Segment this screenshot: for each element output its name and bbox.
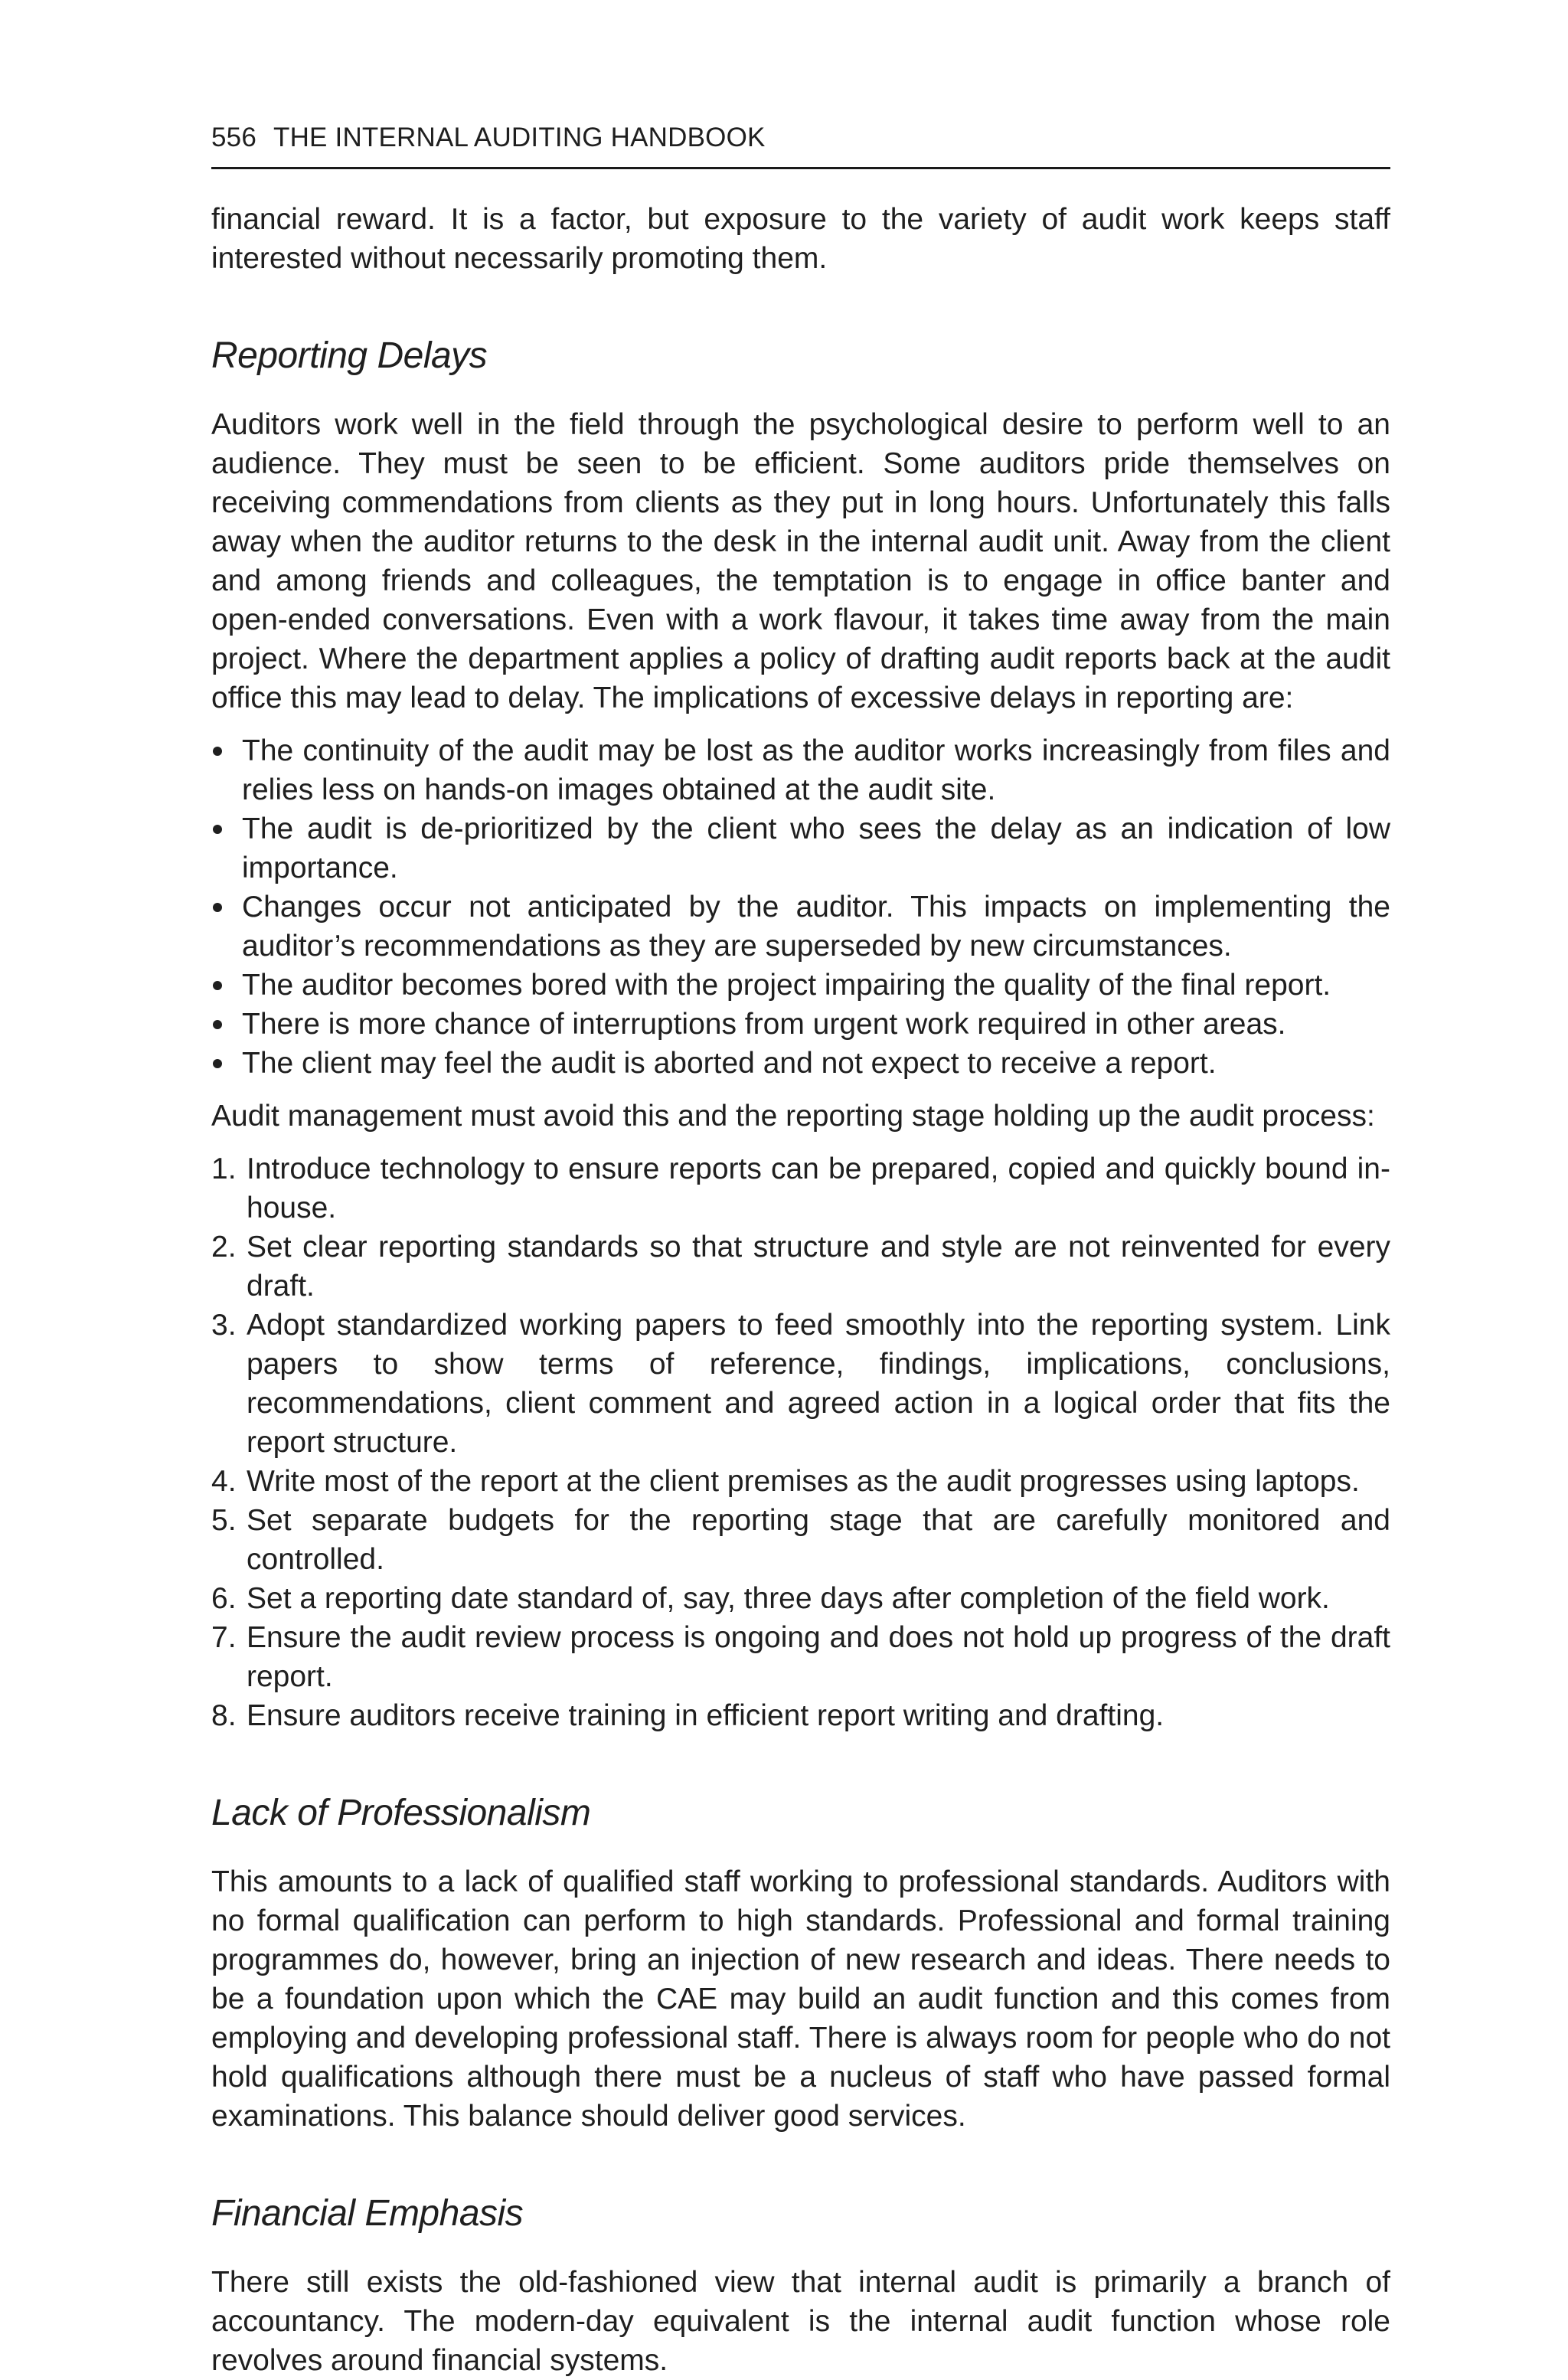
item-number: 7. bbox=[211, 1621, 237, 1654]
item-text: Set a reporting date standard of, say, three days after completion of the field work. bbox=[247, 1582, 1330, 1615]
bullet-text: The auditor becomes bored with the project impairing the quality of the final report. bbox=[242, 969, 1331, 1002]
numbered-item bbox=[211, 1501, 1390, 1579]
reporting-delays-paragraph: Auditors work well in the field through the psychological desire to perform well to an audience. They must be seen to be efficient. Some auditors pride themselves on receiving commendations from clients as they put in long hours. Unfortunately this falls away when the auditor returns to the desk in the internal audit unit. Away from the client and among friends and colleagues, the temptation is to engage in office banter and open-ended conversations. Even with a work flavour, it takes time away from the main project. Where the department applies a policy of drafting audit reports back at the audit office this may lead to delay. The implications of excessive delays in reporting are: bbox=[211, 408, 1390, 714]
bullet-item bbox=[211, 809, 1390, 888]
item-text: Set clear reporting standards so that structure and style are not reinvented for every draft. bbox=[247, 1231, 1390, 1303]
bullet-dot-icon bbox=[213, 903, 222, 912]
intro-paragraph: financial reward. It is a factor, but exposure to the variety of audit work keeps staff interested without necessarily promoting them. bbox=[211, 203, 1390, 275]
heading-reporting-delays: Reporting Delays bbox=[211, 335, 488, 376]
item-text: Adopt standardized working papers to feed smoothly into the reporting system. Link papers to show terms of reference, findings, implications, conclusions, recommendations, client comment and agreed action in a logical order that fits the report structure. bbox=[247, 1309, 1390, 1459]
item-text: Ensure the audit review process is ongoing and does not hold up progress of the draft report. bbox=[247, 1621, 1390, 1693]
document-page bbox=[211, 115, 1390, 2380]
item-number: 6. bbox=[211, 1582, 237, 1615]
management-intro-paragraph: Audit management must avoid this and the reporting stage holding up the audit process: bbox=[211, 1100, 1375, 1133]
numbered-item bbox=[211, 1462, 1390, 1501]
professionalism-paragraph: This amounts to a lack of qualified staff working to professional standards. Auditors with no formal qualification can perform to high standards. Professional and formal training programmes do, however, bring an injection of new research and ideas. There needs to be a foundation upon which the CAE may build an audit function and this comes from employing and developing professional staff. There is always room for people who do not hold qualifications although there must be a nucleus of staff who have passed formal examinations. This balance should deliver good services. bbox=[211, 1865, 1390, 2133]
bullet-dot-icon bbox=[213, 747, 222, 756]
bullet-text: The audit is de-prioritized by the client who sees the delay as an indication of low importance. bbox=[242, 812, 1390, 884]
item-number: 5. bbox=[211, 1504, 237, 1537]
numbered-item bbox=[211, 1618, 1390, 1696]
bullet-item bbox=[211, 966, 1390, 1005]
bullet-item bbox=[211, 1005, 1390, 1044]
numbered-item bbox=[211, 1306, 1390, 1462]
bullet-text: Changes occur not anticipated by the auditor. This impacts on implementing the auditor’s recommendations as they are superseded by new circumstances. bbox=[242, 891, 1390, 963]
item-text: Introduce technology to ensure reports can be prepared, copied and quickly bound in-house. bbox=[247, 1152, 1390, 1224]
item-number: 1. bbox=[211, 1152, 237, 1185]
item-number: 8. bbox=[211, 1699, 237, 1732]
page-number: 556 bbox=[211, 123, 256, 152]
numbered-item bbox=[211, 1579, 1390, 1618]
heading-lack-of-professionalism: Lack of Professionalism bbox=[211, 1793, 591, 1833]
running-header bbox=[211, 115, 1390, 169]
implications-bullet-list bbox=[211, 731, 1390, 1083]
bullet-item bbox=[211, 1044, 1390, 1083]
numbered-item bbox=[211, 1149, 1390, 1228]
management-numbered-list bbox=[211, 1149, 1390, 1735]
bullet-dot-icon bbox=[213, 825, 222, 834]
bullet-item bbox=[211, 888, 1390, 966]
item-text: Write most of the report at the client premises as the audit progresses using laptops. bbox=[247, 1465, 1360, 1498]
financial-emphasis-paragraph: There still exists the old-fashioned view that internal audit is primarily a branch of accountancy. The modern-day equivalent is the internal audit function whose role revolves around financial systems. bbox=[211, 2266, 1390, 2377]
heading-financial-emphasis: Financial Emphasis bbox=[211, 2193, 524, 2234]
bullet-text: The client may feel the audit is aborted and not expect to receive a report. bbox=[242, 1047, 1217, 1080]
numbered-item bbox=[211, 1696, 1390, 1735]
bullet-text: The continuity of the audit may be lost as the auditor works increasingly from files and relies less on hands-on images obtained at the audit site. bbox=[242, 734, 1390, 806]
bullet-dot-icon bbox=[213, 981, 222, 990]
item-number: 3. bbox=[211, 1309, 237, 1342]
bullet-dot-icon bbox=[213, 1020, 222, 1029]
bullet-item bbox=[211, 731, 1390, 809]
item-number: 2. bbox=[211, 1231, 237, 1264]
bullet-dot-icon bbox=[213, 1059, 222, 1068]
item-text: Set separate budgets for the reporting stage that are carefully monitored and controlled. bbox=[247, 1504, 1390, 1576]
item-number: 4. bbox=[211, 1465, 237, 1498]
bullet-text: There is more chance of interruptions from urgent work required in other areas. bbox=[242, 1008, 1286, 1041]
book-title: THE INTERNAL AUDITING HANDBOOK bbox=[273, 123, 766, 152]
numbered-item bbox=[211, 1228, 1390, 1306]
item-text: Ensure auditors receive training in efficient report writing and drafting. bbox=[247, 1699, 1165, 1732]
